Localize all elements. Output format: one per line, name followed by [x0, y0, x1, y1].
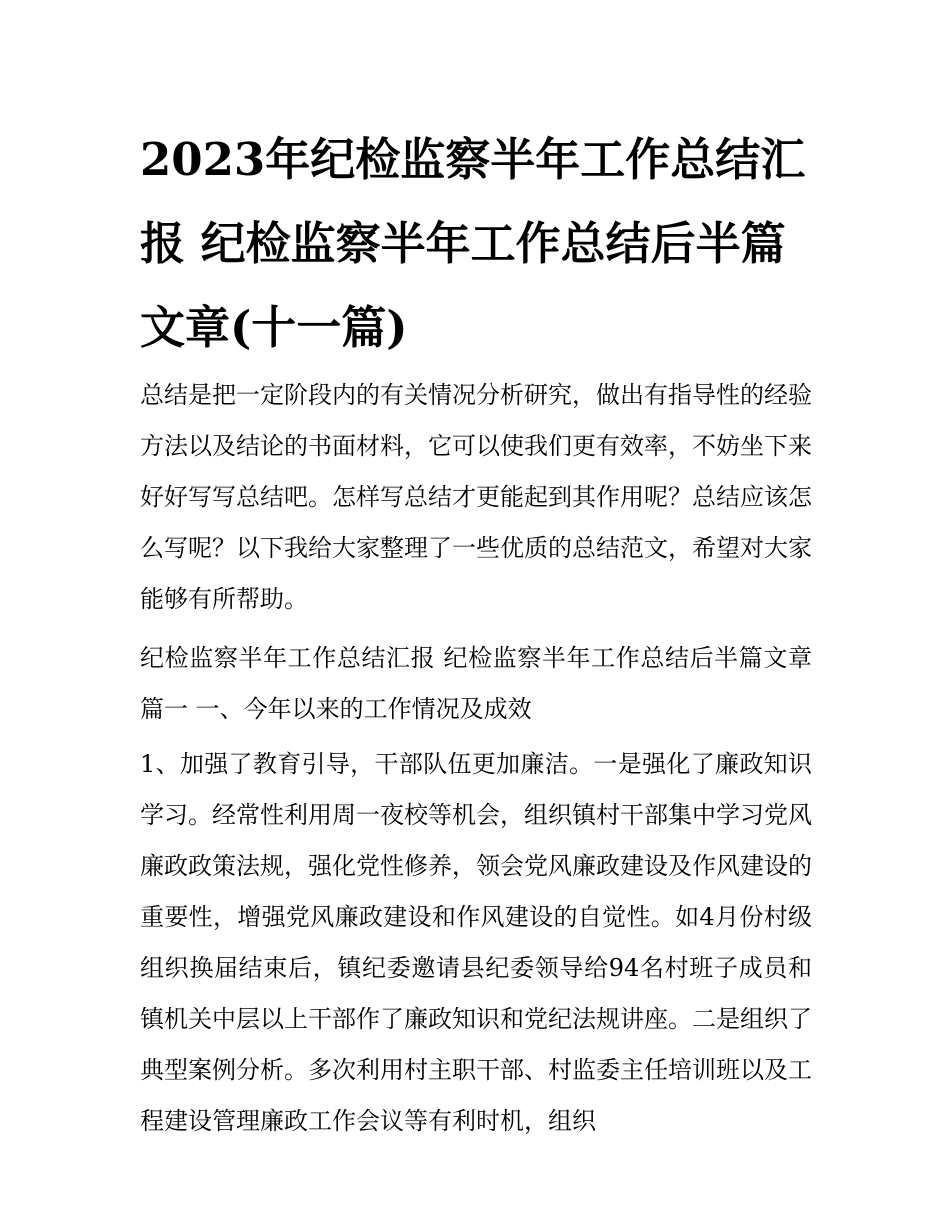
document-page [140, 118, 812, 1147]
document-title: 2023年纪检监察半年工作总结汇报 纪检监察半年工作总结后半篇文章(十一篇) [140, 133, 806, 354]
section-heading-paragraph: 纪检监察半年工作总结汇报 纪检监察半年工作总结后半篇文章篇一 一、今年以来的工作情况及成效 [140, 644, 812, 723]
intro-paragraph: 总结是把一定阶段内的有关情况分析研究，做出有指导性的经验方法以及结论的书面材料，它可以使我们更有效率，不妨坐下来好好写写总结吧。怎样写总结才更能起到其作用呢？总结应该怎么写呢？以下我给大家整理了一些优质的总结范文，希望对大家能够有所帮助。 [140, 381, 812, 613]
body-paragraph: 1、加强了教育引导，干部队伍更加廉洁。一是强化了廉政知识学习。经常性利用周一夜校等机会，组织镇村干部集中学习党风廉政政策法规，强化党性修养，领会党风廉政建设及作风建设的重要性，增强党风廉政建设和作风建设的自觉性。如4月份村级组织换届结束后，镇纪委邀请县纪委领导给94名村班子成员和镇机关中层以上干部作了廉政知识和党纪法规讲座。二是组织了典型案例分析。多次利用村主职干部、村监委主任培训班以及工程建设管理廉政工作会议等有利时机，组织 [140, 750, 812, 1135]
